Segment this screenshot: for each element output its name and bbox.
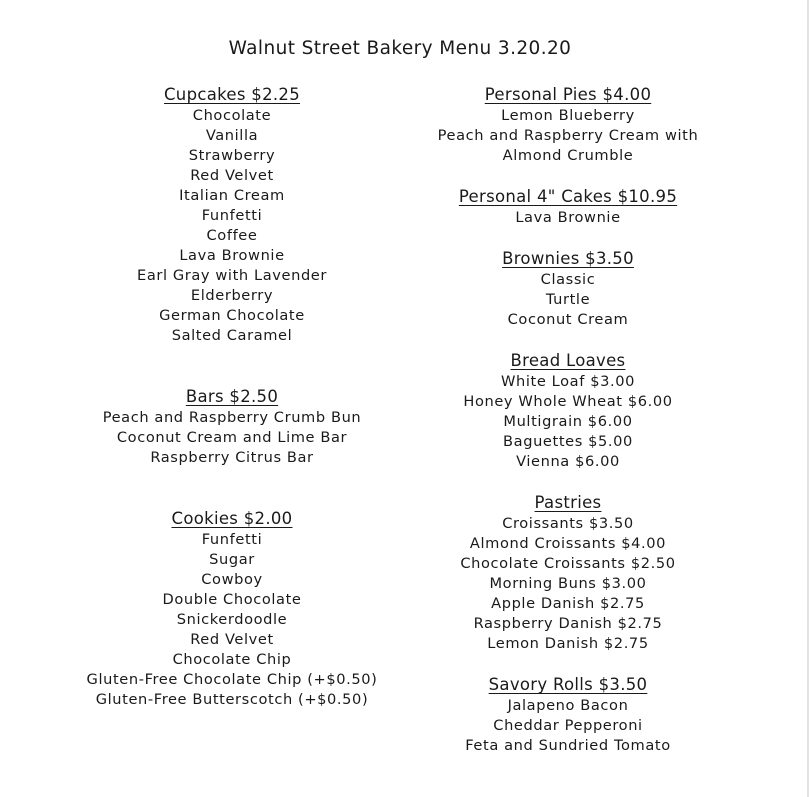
menu-item: Honey Whole Wheat $6.00 (463, 393, 673, 410)
menu-item: Coconut Cream and Lime Bar (116, 429, 348, 446)
menu-item: Chocolate Chip (172, 651, 292, 668)
menu-item: Lemon Danish $2.75 (487, 635, 649, 652)
section-heading: Pastries (534, 493, 602, 512)
menu-item: Vanilla (205, 127, 259, 144)
section-cookies (62, 508, 402, 710)
section-heading: Personal Pies $4.00 (484, 85, 652, 104)
menu-item: Cowboy (201, 571, 263, 588)
menu-item: Almond Crumble (502, 147, 634, 164)
menu-item: German Chocolate (159, 307, 305, 324)
menu-item: Earl Gray with Lavender (137, 267, 327, 284)
section-heading: Cookies $2.00 (171, 509, 293, 528)
menu-item: Strawberry (188, 147, 276, 164)
section-brownies (397, 248, 739, 330)
menu-item: Funfetti (201, 207, 263, 224)
menu-item: Raspberry Citrus Bar (150, 449, 314, 466)
section-heading: Bread Loaves (510, 351, 626, 370)
menu-item: Multigrain $6.00 (503, 413, 633, 430)
section-personal-pies (397, 84, 739, 166)
section-heading: Savory Rolls $3.50 (488, 675, 648, 694)
menu-item: Raspberry Danish $2.75 (473, 615, 663, 632)
menu-item: Italian Cream (179, 187, 285, 204)
section-heading: Bars $2.50 (185, 387, 279, 406)
menu-item: Double Chocolate (162, 591, 302, 608)
menu-item: Red Velvet (190, 631, 274, 648)
menu-item: Coffee (206, 227, 258, 244)
menu-item: Apple Danish $2.75 (491, 595, 645, 612)
section-personal-cakes (397, 186, 739, 228)
menu-item: Vienna $6.00 (516, 453, 620, 470)
menu-item: Croissants $3.50 (502, 515, 634, 532)
menu-item: Peach and Raspberry Crumb Bun (102, 409, 362, 426)
menu-item: Peach and Raspberry Cream with (437, 127, 699, 144)
menu-item: Coconut Cream (507, 311, 629, 328)
menu-item: Lava Brownie (515, 209, 621, 226)
right-column (397, 84, 739, 756)
menu-item: Classic (540, 271, 596, 288)
section-heading: Cupcakes $2.25 (163, 85, 301, 104)
left-column (62, 84, 402, 710)
menu-item: Lemon Blueberry (501, 107, 635, 124)
menu-item: Cheddar Pepperoni (493, 717, 643, 734)
section-heading: Personal 4" Cakes $10.95 (458, 187, 678, 206)
menu-item: Chocolate (192, 107, 272, 124)
menu-item: Jalapeno Bacon (507, 697, 629, 714)
section-pastries (397, 492, 739, 654)
section-bars (62, 386, 402, 468)
section-cupcakes (62, 84, 402, 346)
menu-item: Feta and Sundried Tomato (465, 737, 671, 754)
menu-item: White Loaf $3.00 (501, 373, 635, 390)
section-bread-loaves (397, 350, 739, 472)
menu-item: Chocolate Croissants $2.50 (460, 555, 676, 572)
menu-item: Red Velvet (190, 167, 274, 184)
menu-item: Salted Caramel (171, 327, 293, 344)
menu-item: Gluten-Free Chocolate Chip (+$0.50) (86, 671, 378, 688)
menu-item: Gluten-Free Butterscotch (+$0.50) (95, 691, 369, 708)
section-heading: Brownies $3.50 (502, 249, 634, 268)
menu-item: Elderberry (190, 287, 274, 304)
menu-item: Lava Brownie (179, 247, 285, 264)
menu-item: Snickerdoodle (176, 611, 288, 628)
menu-item: Turtle (545, 291, 591, 308)
section-savory-rolls (397, 674, 739, 756)
menu-item: Sugar (209, 551, 255, 568)
menu-item: Funfetti (201, 531, 263, 548)
menu-item: Baguettes $5.00 (503, 433, 633, 450)
menu-item: Almond Croissants $4.00 (469, 535, 667, 552)
menu-item: Morning Buns $3.00 (489, 575, 647, 592)
menu-title: Walnut Street Bakery Menu 3.20.20 (228, 38, 572, 59)
